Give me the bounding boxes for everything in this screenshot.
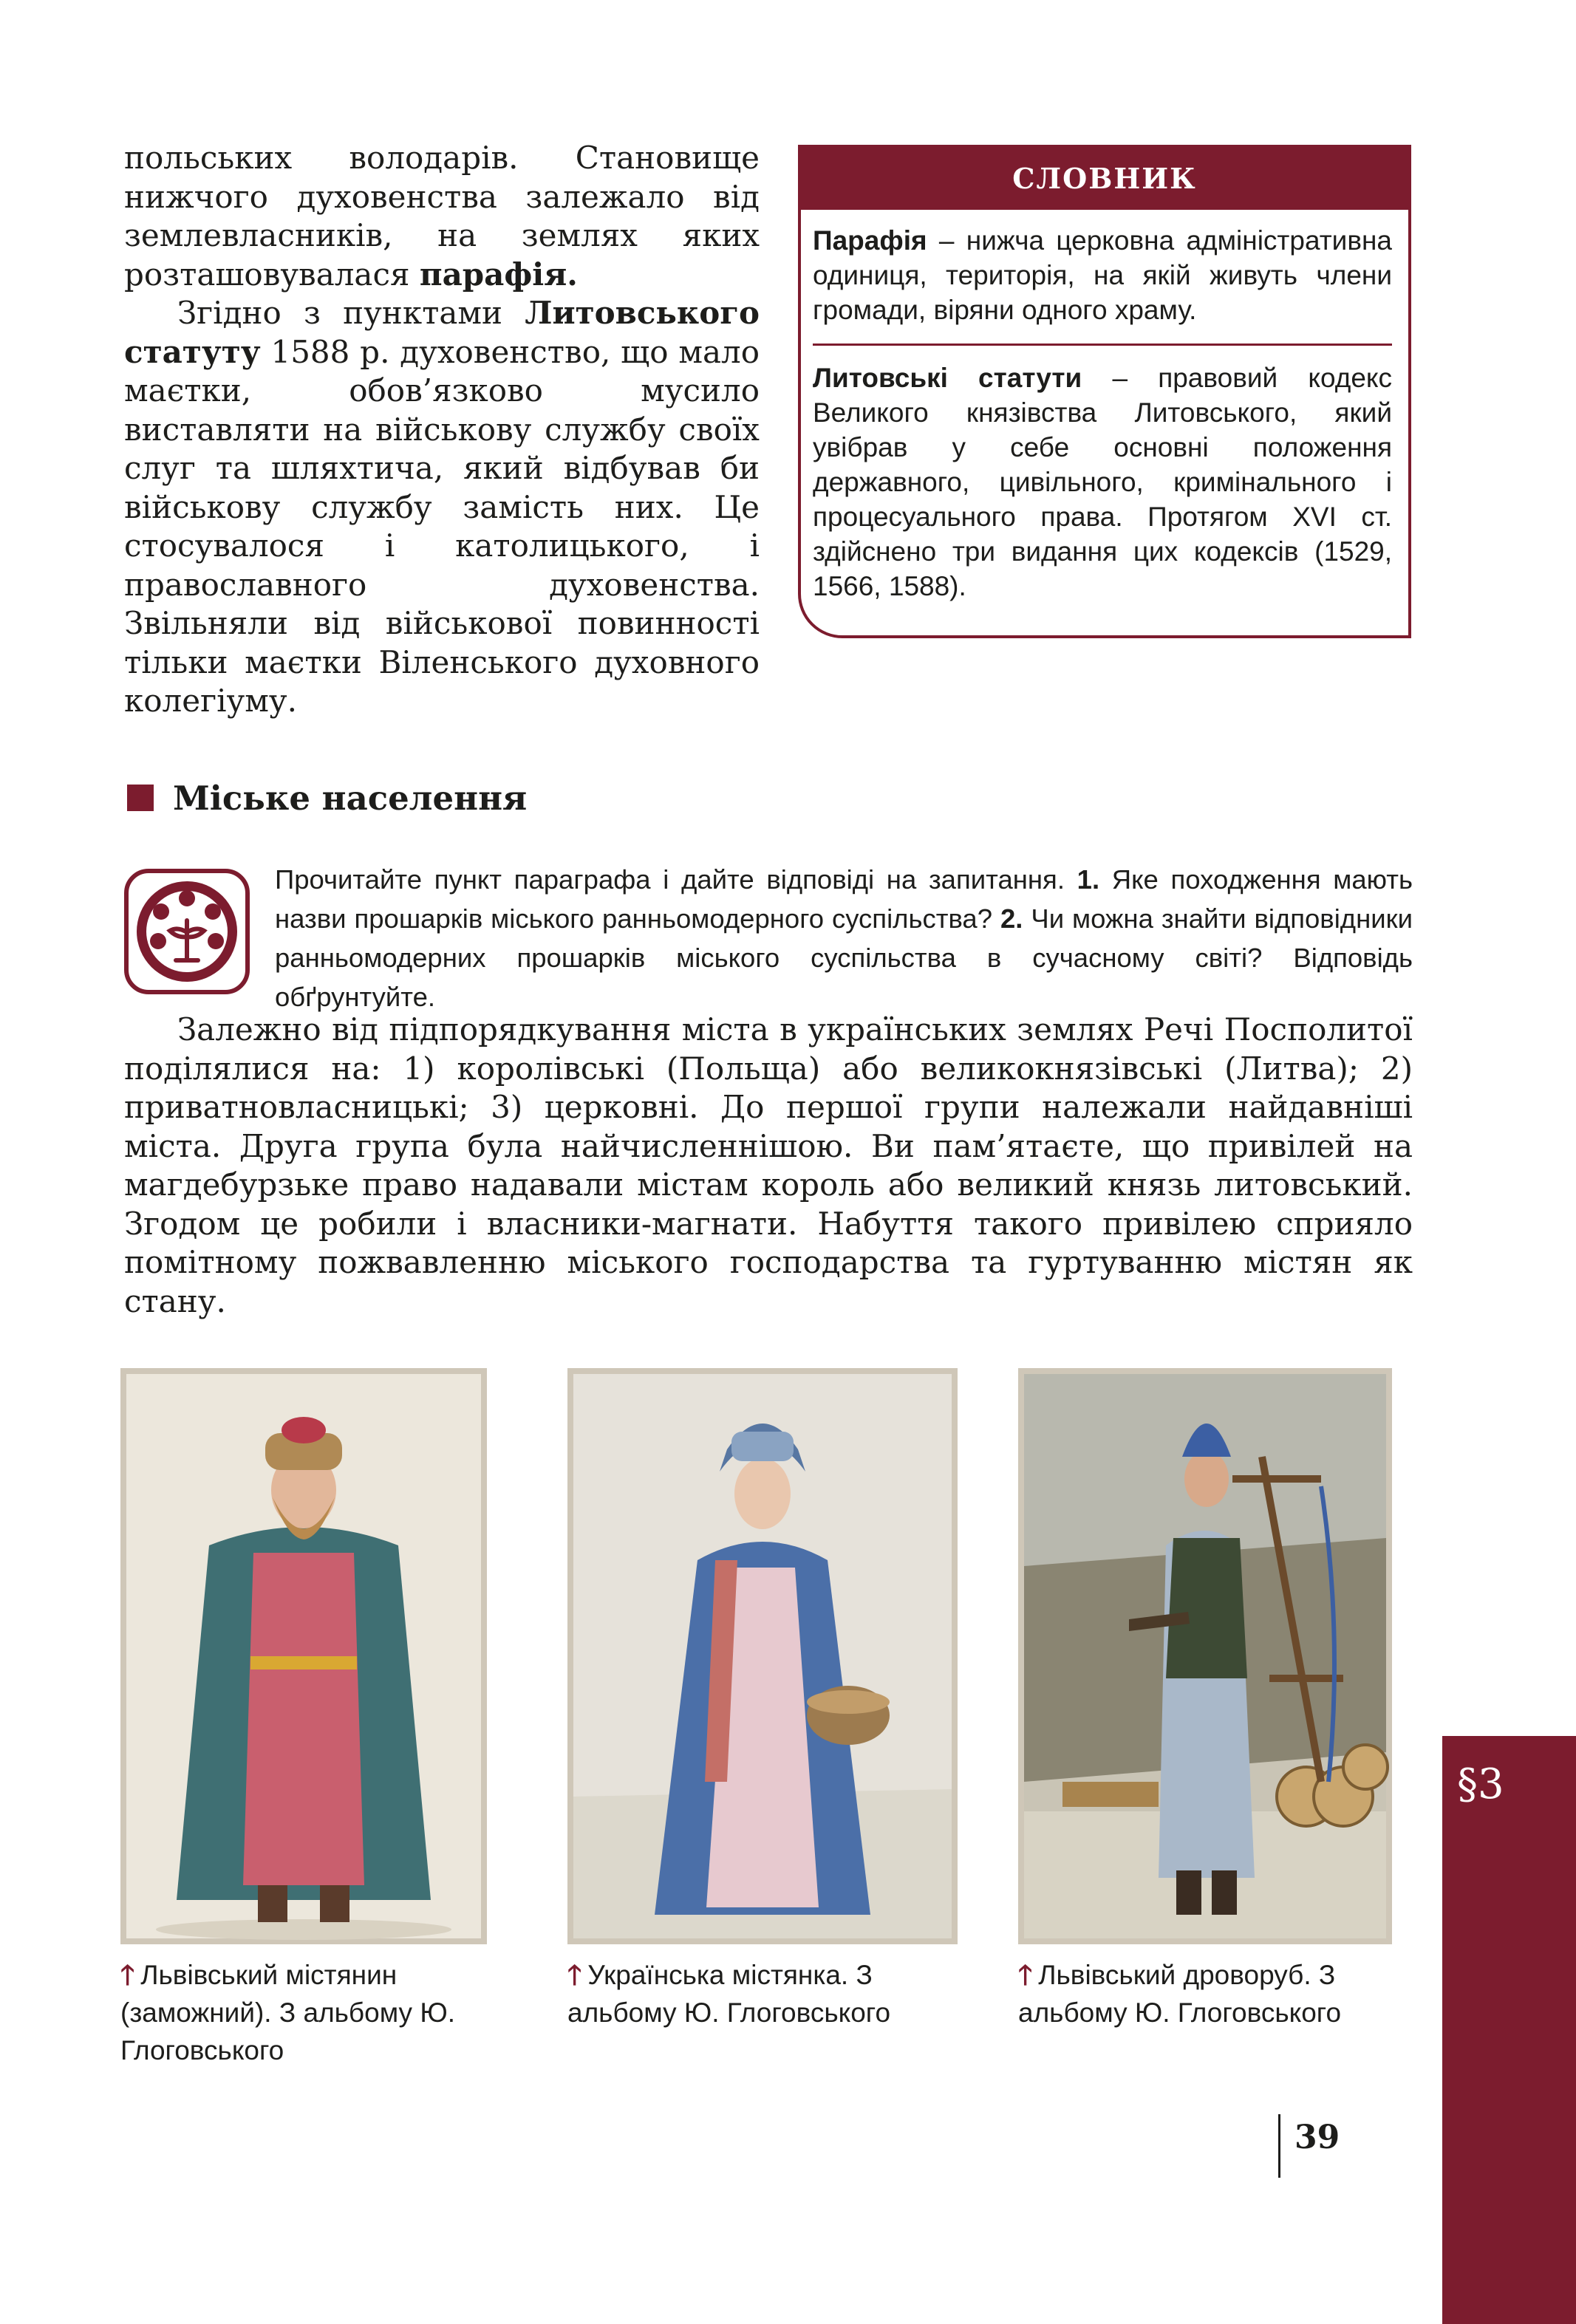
- caption-lviv-burgher: 🡑 Львівський містянин (заможний). З альбому Ю. Глоговського: [120, 1960, 455, 2065]
- caption-lviv-woodcutter: 🡑 Львівський дроворуб. З альбому Ю. Глоговського: [1018, 1960, 1342, 2028]
- arrow-up-icon: 🡑: [120, 1960, 135, 1990]
- dictionary-entry: Литовські статути – правовий кодекс Великого князівства Литовського, який увібрав у себе основні положення державного, цивільного, кримінального і процесуального права. Протягом XVI ст. здійснено три видання цих кодексів (1529, 1566, 1588).: [813, 363, 1392, 601]
- figure-ukrainian-burgher-woman: [567, 1368, 958, 1944]
- caption-ukrainian-burgher-woman: 🡑 Українська містянка. З альбому Ю. Глоговського: [567, 1960, 891, 2028]
- main-paragraph: Залежно від підпорядкування міста в українських землях Речі Посполитої поділялися на: 1) королівські (Польща) або великокнязівські (Литва); 2) приватновласницькі; 3) церковні. До першої групи належали найдавніші міста. Друга група була найчисленнішою. Ви пам’ятаєте, що привілей на магдебурзьке право надавали містам король або великий князь литовський. Згодом це робили і власники-магнати. Набуття такого привілею сприяло помітному пожвавленню міського господарства та гуртуванню містян як стану.: [124, 1011, 1413, 1319]
- section-heading: Міське населення: [127, 777, 527, 818]
- term-parafiya: парафія.: [419, 256, 578, 293]
- arrow-up-icon: 🡑: [1018, 1960, 1033, 1990]
- figure-lviv-burgher: [120, 1368, 487, 1944]
- dictionary-entry: Парафія – нижча церковна адміністративна одиниця, територія, на якій живуть члени громади, віряни одного храму.: [813, 225, 1392, 325]
- arrow-up-icon: 🡑: [567, 1960, 582, 1990]
- left-column-text: [124, 139, 760, 721]
- chapter-tab-label: §3: [1457, 1760, 1504, 1808]
- section-bullet-icon: [127, 785, 154, 811]
- reading-task-icon: [124, 869, 250, 994]
- term-lithuanian-statute: Литовського статуту: [124, 295, 760, 370]
- figure-lviv-woodcutter: [1018, 1368, 1392, 1944]
- dictionary-divider: [813, 344, 1392, 346]
- page-number: 39: [1294, 2119, 1340, 2156]
- chapter-side-tab: [1442, 1736, 1576, 2324]
- dictionary-box: [798, 145, 1411, 638]
- dictionary-body: [801, 210, 1408, 604]
- page-number-divider: [1278, 2114, 1280, 2178]
- paragraph-statute: Згідно з пунктами Литовського статуту 1588 р. духовенство, що мало маєтки, обов’язково мусило виставляти на військову службу своїх слуг та шляхтича, який відбував би військову службу замість них. Це стосувалося і католицького, і православного духовенства. Звільняли від військової повинності тільки маєтки Віленського духовного колегіуму.: [124, 295, 760, 719]
- paragraph-clergy: польських володарів. Становище нижчого духовенства залежало від землевласників, на землях яких розташовувалася парафія.: [124, 140, 760, 293]
- reading-task-text: Прочитайте пункт параграфа і дайте відповіді на запитання. 1. Яке походження мають назви прошарків міського ранньомодерного суспільства? 2. Чи можна знайти відповідники ранньомодерних прошарків міського суспільства в сучасному світі? Відповідь обґрунтуйте.: [275, 864, 1413, 1012]
- dictionary-title: СЛОВНИК: [801, 148, 1408, 210]
